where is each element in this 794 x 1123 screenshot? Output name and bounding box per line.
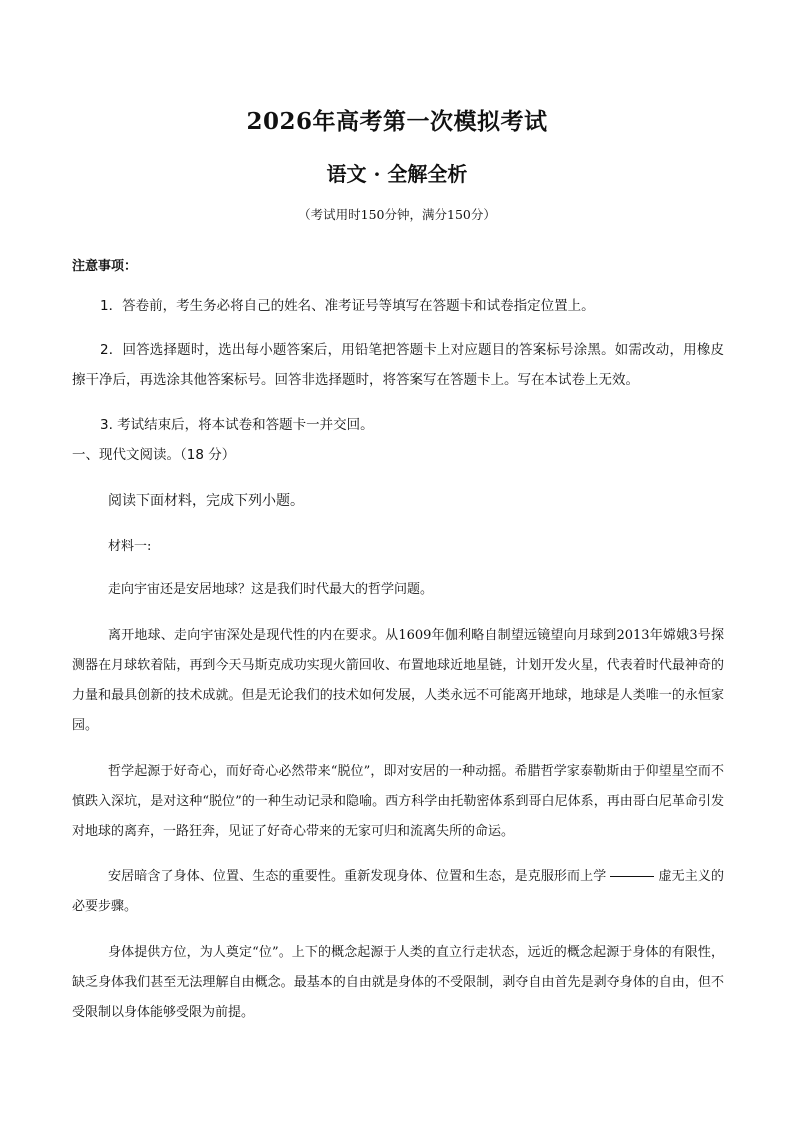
material-paragraph-2: 离开地球、走向宇宙深处是现代性的内在要求。从1609年伽利略自制望远镜望向月球到2013年嫦娥3号探测器在月球软着陆，再到今天马斯克成功实现火箭回收、布置地球近地星链，计划开发火星，代表着时代最神奇的力量和最具创新的技术成就。但是无论我们的技术如何发展，人类永远不可能离开地球，地球是人类唯一的永恒家园。 (72, 628, 724, 733)
section-heading: 一、现代文阅读。（18 分） (72, 447, 236, 463)
em-dash (610, 876, 654, 877)
exam-info: （考试用时150分钟，满分150分） (298, 207, 496, 222)
exam-title: 2026年高考第一次模拟考试 (246, 108, 548, 135)
notice-title: 注意事项： (72, 259, 138, 274)
paragraph-4-text: 安居暗含了身体、位置、生态的重要性。重新发现身体、位置和生态，是克服形而上学 (108, 869, 607, 884)
exam-subtitle: 语文 · 全解全析 (326, 162, 468, 186)
notice-item-1: 1．答卷前，考生务必将自己的姓名、准考证号等填写在答题卡和试卷指定位置上。 (100, 298, 595, 314)
material-paragraph-1: 走向宇宙还是安居地球？这是我们时代最大的哲学问题。 (108, 582, 434, 597)
notice-item-3: 3. 考试结束后，将本试卷和答题卡一并交回。 (100, 417, 374, 433)
notice-item-2: 2．回答选择题时，选出每小题答案后，用铅笔把答题卡上对应题目的答案标号涂黑。如需改动，用橡皮擦干净后，再选涂其他答案标号。回答非选择题时，将答案写在答题卡上。写在本试卷上无效。 (72, 342, 724, 388)
material-paragraph-4 (72, 862, 724, 922)
material-paragraph-3: 哲学起源于好奇心，而好奇心必然带来“脱位”，即对安居的一种动摇。希腊哲学家泰勒斯由于仰望星空而不慎跌入深坑，是对这种“脱位”的一种生动记录和隐喻。西方科学由托勒密体系到哥白尼体系，再由哥白尼革命引发对地球的离弃，一路狂奔，见证了好奇心带来的无家可归和流离失所的命运。 (72, 764, 724, 839)
paragraph-4-tail: 虚无主义的必要步骤。 (72, 869, 724, 914)
material-label: 材料一: (108, 539, 152, 554)
material-paragraph-5: 身体提供方位，为人奠定“位”。上下的概念起源于人类的直立行走状态，远近的概念起源于身体的有限性，缺乏身体我们甚至无法理解自由概念。最基本的自由就是身体的不受限制，剥夺自由首先是剥夺身体的自由，但不受限制以身体能够受限为前提。 (72, 945, 724, 1020)
reading-instruction: 阅读下面材料，完成下列小题。 (108, 493, 304, 509)
